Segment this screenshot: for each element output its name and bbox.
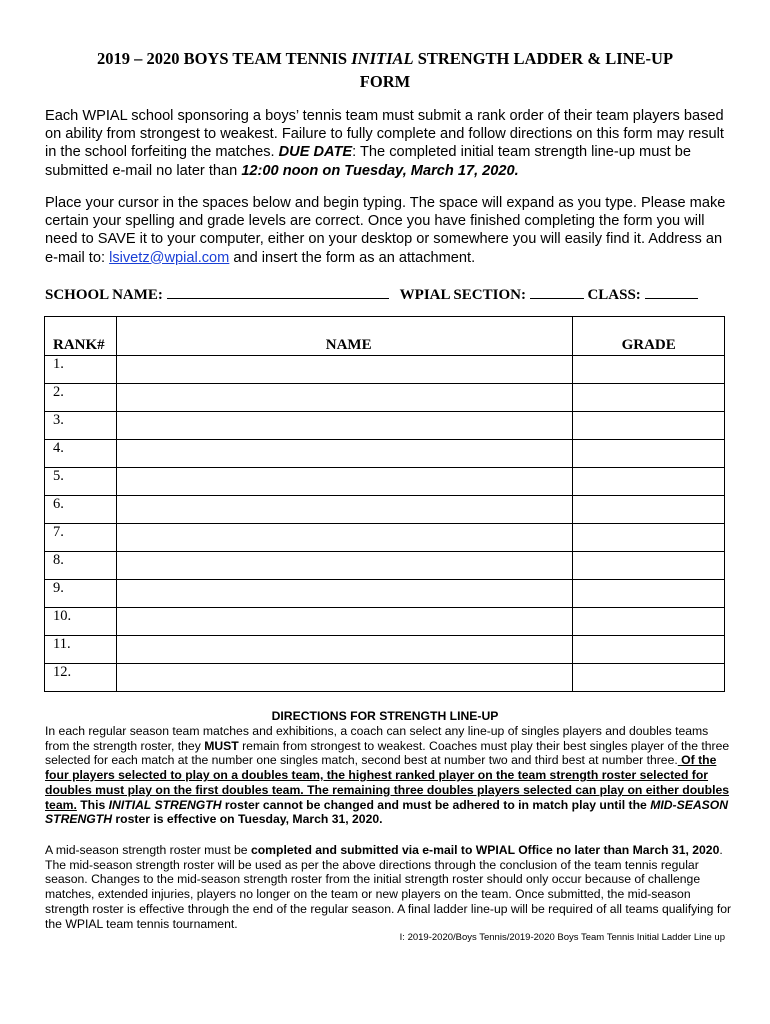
player-name-cell[interactable] [116,440,572,468]
rank-cell: 5. [45,468,117,496]
grade-cell[interactable] [573,524,725,552]
rank-cell: 6. [45,496,117,524]
rank-cell: 11. [45,636,117,664]
instructions-paragraph: Place your cursor in the spaces below and begin typing. The space will expand as you type. Please make certain your spelling and grade levels are correct. Once you have finished completing the form you will need to SAVE it to your computer, either on your desktop or somewhere you will easily find it. Address an e-mail to: lsivetz@wpial.com and insert the form as an attachment. [45,195,726,266]
table-row [45,636,725,664]
grade-cell[interactable] [573,468,725,496]
player-name-cell[interactable] [116,608,572,636]
player-name-cell[interactable] [116,552,572,580]
class-label: CLASS: [587,287,641,303]
deadline: 12:00 noon on Tuesday, March 17, 2020. [241,162,519,179]
player-name-cell[interactable] [116,496,572,524]
rank-cell: 7. [45,524,117,552]
grade-cell[interactable] [573,356,725,384]
grade-header: GRADE [573,317,725,356]
grade-cell[interactable] [573,664,725,692]
rank-cell: 8. [45,552,117,580]
table-row [45,608,725,636]
due-date-label: DUE DATE [278,144,353,161]
grade-cell[interactable] [573,636,725,664]
table-row [45,664,725,692]
table-row [45,440,725,468]
grade-cell[interactable] [573,552,725,580]
table-row [45,356,725,384]
intro-paragraph: Each WPIAL school sponsoring a boys’ tennis team must submit a rank order of their team players based on ability from strongest to weakest. Failure to fully complete and follow directions on this form may result in the school forfeiting the matches. DUE DATE: The completed initial team strength line-up must be submitted e-mail no later than 12:00 noon on Tuesday, March 17, 2020. [45,108,724,179]
rank-cell: 1. [45,356,117,384]
title-initial: INITIAL [351,49,414,68]
rank-cell: 9. [45,580,117,608]
grade-cell[interactable] [573,384,725,412]
directions-paragraph-1: In each regular season team matches and exhibitions, a coach can select any line-up of singles players and doubles teams from the strength roster, they MUST remain from strongest to weakest. Coaches must play their best singles player of the three selected for each match at the number one singles match, second best at number two and third best at number three. Of the four players selected to play on a doubles team, the highest ranked player on the team strength roster selected for doubles must play on the first doubles team. The remaining three doubles players selected can play on either doubles team. This INITIAL STRENGTH roster cannot be changed and must be adhered to in match play until the MID-SEASON STRENGTH roster is effective on Tuesday, March 31, 2020. [45,724,730,827]
grade-cell[interactable] [573,580,725,608]
strength-ladder-table [44,316,725,692]
rank-cell: 3. [45,412,117,440]
rank-cell: 2. [45,384,117,412]
grade-cell[interactable] [573,496,725,524]
table-row [45,524,725,552]
wpial-section-field[interactable] [530,284,584,299]
player-name-cell[interactable] [116,664,572,692]
grade-cell[interactable] [573,608,725,636]
wpial-section-label: WPIAL SECTION: [399,287,526,303]
school-fields [45,284,735,305]
player-name-cell[interactable] [116,356,572,384]
player-name-cell[interactable] [116,412,572,440]
player-name-cell[interactable] [116,580,572,608]
name-header: NAME [116,317,572,356]
rank-cell: 12. [45,664,117,692]
file-path-footer: I: 2019-2020/Boys Tennis/2019-2020 Boys Team Tennis Initial Ladder Line up [399,932,725,943]
table-row [45,552,725,580]
table-row [45,384,725,412]
table-row [45,496,725,524]
directions-heading: DIRECTIONS FOR STRENGTH LINE-UP [271,709,499,723]
grade-cell[interactable] [573,440,725,468]
rank-cell: 4. [45,440,117,468]
class-field[interactable] [645,284,698,299]
player-name-cell[interactable] [116,384,572,412]
rank-cell: 10. [45,608,117,636]
rank-header: RANK# [45,317,117,356]
player-name-cell[interactable] [116,524,572,552]
table-row [45,412,725,440]
school-name-label: SCHOOL NAME: [45,287,163,303]
player-name-cell[interactable] [116,468,572,496]
table-row [45,580,725,608]
email-link[interactable]: lsivetz@wpial.com [109,249,230,266]
player-name-cell[interactable] [116,636,572,664]
table-row [45,468,725,496]
grade-cell[interactable] [573,412,725,440]
form-title: 2019 – 2020 BOYS TEAM TENNIS INITIAL STRENGTH LADDER & LINE-UP FORM [96,49,674,91]
school-name-field[interactable] [167,284,389,299]
directions-paragraph-2: A mid-season strength roster must be completed and submitted via e-mail to WPIAL Office no later than March 31, 2020. The mid-season strength roster will be used as per the above directions through the conclusion of the team tennis regular season. Changes to the mid-season strength roster from the initial strength roster should only occur because of challenge matches, extended injuries, players no longer on the team or new players on the team. Once submitted, the mid-season strength roster is effective through the end of the regular season. A final ladder line-up will be required of all teams qualifying for the WPIAL team tennis tournament. [45,843,732,931]
